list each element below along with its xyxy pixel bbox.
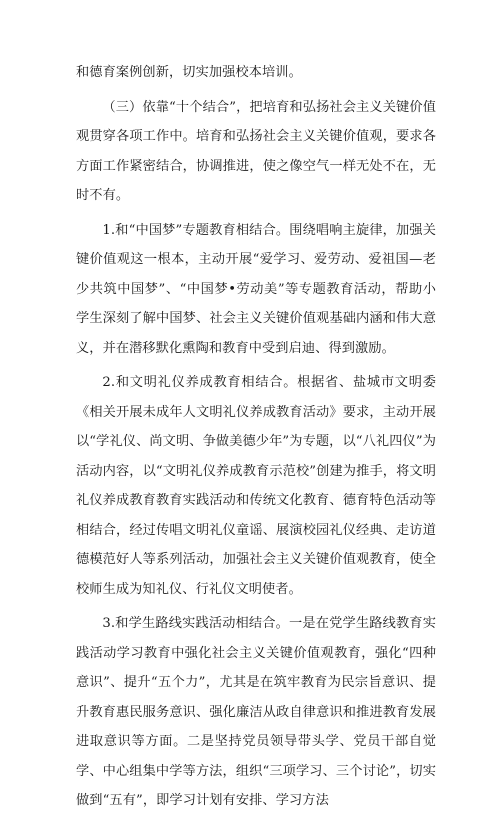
paragraph-item-1: 1.和“中国梦”专题教育相结合。围绕唱响主旋律，加强关键价值观这一根本，主动开展“爱学习、爱劳动、爱祖国—老少共筑中国梦”、“中国梦•劳动美”等专题教育活动，帮助小学生深刻了解中国梦、社会主义关键价值观基础内涵和伟大意义，并在潜移默化熏陶和教育中受到启迪、得到激励。 bbox=[76, 222, 436, 356]
paragraph-continuation: 和德育案例创新，切实加强校本培训。 bbox=[76, 65, 302, 80]
document-page bbox=[76, 58, 436, 821]
paragraph-item-2: 2.和文明礼仪养成教育相结合。根据省、盐城市文明委《相关开展未成年人文明礼仪养成教育活动》要求，主动开展以“学礼仪、尚文明、争做美德少年”为专题，以“八礼四仪”为活动内容，以“文明礼仪养成教育示范校”创建为推手，将文明礼仪养成教育教育实践活动和传统文化教育、德育特色活动等相结合，经过传唱文明礼仪童谣、展演校园礼仪经典、走访道德模范好人等系列活动，加强社会主义关键价值观教育，使全校师生成为知礼仪、行礼仪文明使者。 bbox=[76, 375, 436, 597]
paragraph-item-3: 3.和学生路线实践活动相结合。一是在党学生路线教育实践活动学习教育中强化社会主义关键价值观教育，强化“四种意识”、提升“五个力”，尤其是在筑牢教育为民宗旨意识、提升教育惠民服务意识、强化廉洁从政自律意识和推进教育发展进取意识等方面。二是坚持党员领导带头学、党员干部自觉学、中心组集中学等方法，组织“三项学习、三个讨论”，切实做到“五有”，即学习计划有安排、学习方法 bbox=[76, 616, 436, 808]
paragraph-section-three: （三）依靠“十个结合”，把培育和弘扬社会主义关键价值观贯穿各项工作中。培育和弘扬社会主义关键价值观，要求各方面工作紧密结合，协调推进，使之像空气一样无处不在，无时不有。 bbox=[76, 99, 436, 203]
